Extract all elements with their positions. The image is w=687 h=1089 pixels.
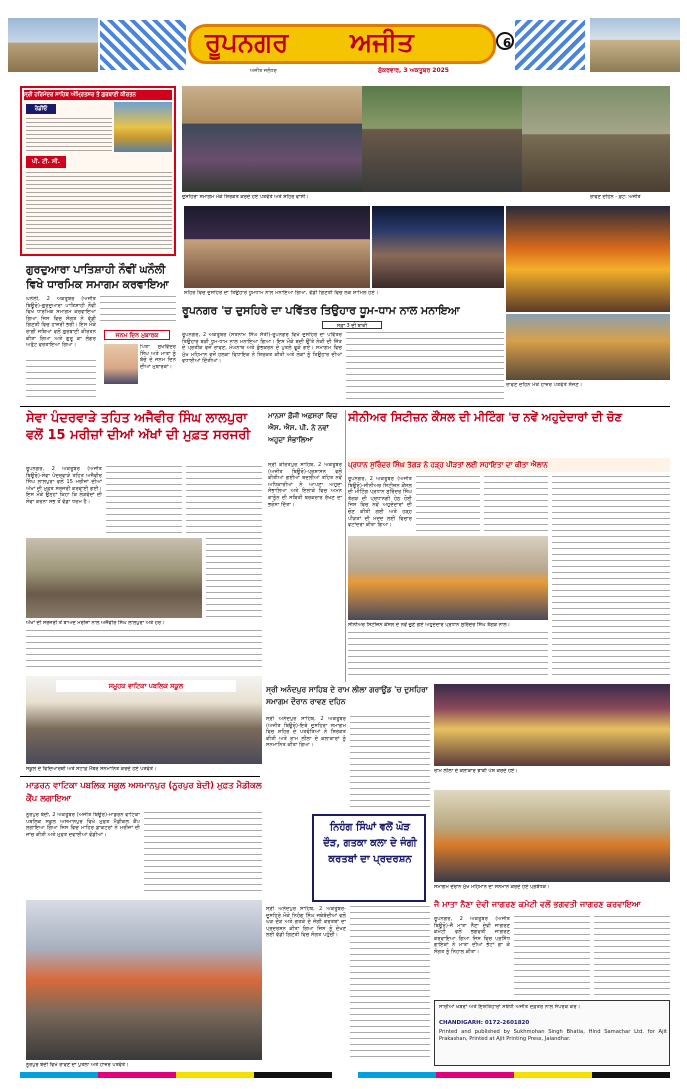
photo-dussehra-procession: [362, 86, 522, 192]
footer-lang-line: ਸਾਰੀਆਂ ਖ਼ਬਰਾਂ ਅਤੇ ਇਸ਼ਤਿਹਾਰਾਂ ਸਬੰਧੀ ਅਜੀਤ ਦਫ਼ਤਰ ਨਾਲ ਸੰਪਰਕ ਕਰੋ।: [439, 1004, 581, 1010]
ad-golden-temple-photo: [114, 102, 172, 152]
school-banner: ਸਮੂਹਕ ਵਾਟਿਕਾ ਪਬਲਿਕ ਸਕੂਲ: [56, 680, 236, 692]
birthday-text: ਪਿਤਾ ਸੁਖਵਿੰਦਰ ਸਿੰਘ ਅਤੇ ਮਾਤਾ ਨੂੰ ਬੱਚੇ ਦੇ ਜਨਮ ਦਿਨ ਦੀਆਂ ਮੁਬਾਰਕਾਂ।: [140, 344, 176, 370]
photo-modern-effigy: [26, 900, 262, 1060]
birthday-child-photo: [104, 344, 138, 384]
modern-text-2: [144, 812, 262, 894]
modern-text-1: ਨੂਰਪੁਰ ਬੇਦੀ, 2 ਅਕਤੂਬਰ (ਅਜੀਤ ਬਿਊਰੋ)-ਮਾਡਰਨ ਵਾਟਿਕਾ ਪਬਲਿਕ ਸਕੂਲ ਅਸਮਾਨਪੁਰ ਵਿਖੇ ਮੁਫ਼ਤ ਮੈਡੀਕਲ ਕੈਂਪ ਲਗਾਇਆ ਗਿਆ ਜਿਸ ਵਿਚ ਮਾਹਿਰ ਡਾਕਟਰਾਂ ਨੇ ਮਰੀਜ਼ਾਂ ਦੀ ਜਾਂਚ ਕੀਤੀ ਅਤੇ ਮੁਫ਼ਤ ਦਵਾਈਆਂ ਵੰਡੀਆਂ।: [26, 812, 140, 838]
middle-column-box: [266, 410, 346, 682]
gurdwara-text-3: [26, 360, 96, 402]
divider-2: [20, 776, 260, 777]
caption-senior: ਸੀਨੀਅਰ ਸਿਟੀਜ਼ਨ ਕੌਂਸਲ ਦੇ ਨਵੇਂ ਚੁਣੇ ਗਏ ਅਹੁਦੇਦਾਰ ਪ੍ਰਧਾਨ ਸੁਰਿੰਦਰ ਸਿੰਘ ਤੱਗੜ ਨਾਲ।: [348, 622, 511, 628]
senior-text-1: ਰੂਪਨਗਰ, 2 ਅਕਤੂਬਰ (ਅਜੀਤ ਬਿਊਰੋ)-ਸੀਨੀਅਰ ਸਿਟੀਜ਼ਨ ਕੌਂਸਲ ਦੀ ਮੀਟਿੰਗ ਪ੍ਰਧਾਨ ਸੁਰਿੰਦਰ ਸਿੰਘ ਤੱਗੜ ਦੀ ਪ੍ਰਧਾਨਗੀ ਹੇਠ ਹੋਈ ਜਿਸ ਵਿਚ ਨਵੇਂ ਅਹੁਦੇਦਾਰਾਂ ਦੀ ਚੋਣ ਕੀਤੀ ਗਈ ਅਤੇ ਹੜ੍ਹ ਪੀੜਤਾਂ ਦੀ ਮਦਦ ਲਈ ਵਿਚਾਰ ਵਟਾਂਦਰਾ ਕੀਤਾ ਗਿਆ।: [348, 476, 412, 529]
footer-printer-line: Printed and published by Sukhmohan Singh Bhatia, Hind Samachar Ltd. for Ajit Prakashan, Printed at Ajit Printing Press, Jalandhar.: [439, 1029, 667, 1042]
masthead: [0, 10, 687, 78]
jagran-text-3: [594, 916, 670, 996]
headline-sewa: ਸੇਵਾ ਪੰਦਰਵਾੜੇ ਤਹਿਤ ਅਜੈਵੀਰ ਸਿੰਘ ਲਾਲਪੁਰਾ ਵਲੋਂ 15 ਮਰੀਜ਼ਾਂ ਦੀਆਂ ਅੱਖਾਂ ਦੀ ਮੁਫ਼ਤ ਸਰਜਰੀ: [26, 411, 251, 443]
photo-senior-council: [348, 536, 548, 620]
ad-body-2: [26, 172, 172, 252]
senior-subhead: ਪ੍ਰਧਾਨ ਸੁਰਿੰਦਰ ਸਿੰਘ ਤੱਗੜ ਨੇ ਹੜ੍ਹ ਪੀੜਤਾਂ ਲਈ ਸਹਾਇਤਾ ਦਾ ਕੀਤਾ ਐਲਾਨ: [348, 458, 670, 472]
sewa-text-5: [26, 630, 262, 672]
nihang-text-2: [350, 906, 430, 1062]
headline-modern: ਮਾਡਰਨ ਵਾਟਿਕਾ ਪਬਲਿਕ ਸਕੂਲ ਅਸਮਾਨਪੁਰ (ਨੂਰਪੁਰ ਬੇਦੀ) ਮੁਫ਼ਤ ਮੈਡੀਕਲ ਕੈਂਪ ਲਗਾਇਆ: [26, 781, 262, 804]
ad-title: ਸ੍ਰੀ ਹਰਿਮੰਦਰ ਸਾਹਿਬ ਅੰਮ੍ਰਿਤਸਰ ਤੋਂ ਗੁਰਬਾਣੀ ਕੀਰਤਨ: [24, 90, 172, 100]
dussehra-text-1: ਰੂਪਨਗਰ, 2 ਅਕਤੂਬਰ (ਸਤਨਾਮ ਸਿੰਘ ਸੱਤੀ)-ਰੂਪਨਗਰ ਵਿਖੇ ਦੁਸਹਿਰੇ ਦਾ ਪਵਿੱਤਰ ਤਿਉਹਾਰ ਬੜੀ ਧੂਮ-ਧਾਮ ਨਾਲ ਮਨਾਇਆ ਗਿਆ। ਇਸ ਮੌਕੇ ਬਦੀ ਉੱਤੇ ਨੇਕੀ ਦੀ ਜਿੱਤ ਦੇ ਪ੍ਰਤੀਕ ਵਜੋਂ ਰਾਵਣ, ਮੇਘਨਾਥ ਅਤੇ ਕੁੰਭਕਰਨ ਦੇ ਪੁਤਲੇ ਫੂਕੇ ਗਏ। ਸਮਾਗਮ ਵਿਚ ਮੁੱਖ ਮਹਿਮਾਨ ਵਜੋਂ ਹਲਕਾ ਵਿਧਾਇਕ ਨੇ ਸ਼ਿਰਕਤ ਕੀਤੀ ਅਤੇ ਲੋਕਾਂ ਨੂੰ ਤਿਉਹਾਰ ਦੀਆਂ ਵਧਾਈਆਂ ਦਿੱਤੀਆਂ।: [182, 332, 342, 365]
headline-middle: ਮਾਨਸਾ ਫ਼ੌਜੀ ਅਫ਼ਸਰਾਂ ਵਿਚ ਐਸ. ਐਸ. ਪੀ. ਨੇ ਨਵਾਂ ਅਹੁਦਾ ਸੰਭਾਲਿਆ: [268, 412, 338, 444]
photo-ramlila-tableau: [434, 684, 670, 766]
caption-modern: ਨੂਰਪੁਰ ਬੇਦੀ ਵਿਖੇ ਰਾਵਣ ਦਾ ਪੁਤਲਾ ਅਤੇ ਹਾਜ਼ਰ ਪਤਵੰਤੇ।: [26, 1062, 129, 1068]
photo-honour-ceremony: [434, 790, 670, 882]
gurdwara-text-1: ਘਨੌਲੀ, 2 ਅਕਤੂਬਰ (ਅਜੀਤ ਬਿਊਰੋ)-ਗੁਰਦੁਆਰਾ ਪਾਤਿਸ਼ਾਹੀ ਨੌਵੀਂ ਵਿਖੇ ਧਾਰਮਿਕ ਸਮਾਗਮ ਕਰਵਾਇਆ ਗਿਆ ਜਿਸ ਵਿਚ ਸੰਗਤ ਨੇ ਵੱਡੀ ਗਿਣਤੀ ਵਿਚ ਹਾਜ਼ਰੀ ਭਰੀ। ਇਸ ਮੌਕੇ ਰਾਗੀ ਜਥਿਆਂ ਵਲੋਂ ਗੁਰਬਾਣੀ ਕੀਰਤਨ ਕੀਤਾ ਗਿਆ ਅਤੇ ਗੁਰੂ ਕਾ ਲੰਗਰ ਅਤੁੱਟ ਵਰਤਾਇਆ ਗਿਆ।: [26, 296, 96, 349]
caption-dignitaries-right: ਰਾਵਣ ਦਹਿਨ ਮੌਕੇ ਹਾਜ਼ਰ ਪਤਵੰਤੇ ਸੱਜਣ।: [506, 382, 583, 388]
caption-school: ਸਕੂਲ ਦੇ ਵਿਦਿਆਰਥੀ ਅਤੇ ਸਟਾਫ਼ ਮੈਂਬਰ ਸਨਮਾਨਿਤ ਕਰਦੇ ਹੋਏ ਪਤਵੰਤੇ।: [26, 766, 157, 772]
masthead-left-photo: [8, 18, 98, 72]
photo-school-event: [26, 676, 262, 764]
color-registration-bar: [20, 1072, 670, 1078]
photo-dignitaries-right: [506, 314, 670, 380]
middle-text: ਸ੍ਰੀ ਕੀਰਤਪੁਰ ਸਾਹਿਬ, 2 ਅਕਤੂਬਰ (ਅਜੀਤ ਬਿਊਰੋ)-ਪ੍ਰਸ਼ਾਸਨ ਵਲੋਂ ਕੀਤੀਆਂ ਗਈਆਂ ਬਦਲੀਆਂ ਤਹਿਤ ਨਵੇਂ ਅਧਿਕਾਰੀਆਂ ਨੇ ਆਪਣਾ ਅਹੁਦਾ ਸੰਭਾਲਿਆ ਅਤੇ ਇਲਾਕੇ ਵਿਚ ਅਮਨ ਕਾਨੂੰਨ ਦੀ ਸਥਿਤੀ ਬਰਕਰਾਰ ਰੱਖਣ ਦਾ ਭਰੋਸਾ ਦਿੱਤਾ।: [268, 462, 342, 508]
footer-box: [434, 1000, 670, 1066]
senior-text-5: [348, 632, 548, 676]
gurdwara-text-2: [100, 296, 176, 324]
headline-anandpur: ਸ੍ਰੀ ਅਨੰਦਪੁਰ ਸਾਹਿਬ ਦੇ ਰਾਮ ਲੀਲਾ ਗਰਾਊਂਡ 'ਚ ਦੁਸਹਿਰਾ ਸਮਾਗਮ ਦੌਰਾਨ ਰਾਵਣ ਦਹਿਨ: [266, 685, 428, 706]
caption-top-left: ਦੁਸਹਿਰਾ ਸਮਾਗਮ ਮੌਕੇ ਸ਼ਿਰਕਤ ਕਰਦੇ ਹੋਏ ਪਤਵੰਤੇ ਅਤੇ ਸ਼ਹਿਰ ਵਾਸੀ।: [182, 194, 309, 200]
dussehra-tag: ਸਫ਼ਾ 3 ਦੀ ਬਾਕੀ: [322, 321, 382, 329]
masthead-right-photo: [590, 18, 680, 72]
senior-text-4: [552, 476, 670, 676]
ad-body-1: [26, 118, 112, 152]
sewa-text-4: [206, 538, 262, 618]
masthead-subline: ਅਜੀਤ ਜਲੰਧਰ: [250, 68, 277, 74]
photo-dignitaries-stage: [184, 206, 370, 288]
ad-badge-ptc: ਪੀ. ਟੀ. ਸੀ.: [26, 156, 66, 168]
headline-dussehra: ਰੂਪਨਗਰ 'ਚ ਦੁਸਹਿਰੇ ਦਾ ਪਵਿੱਤਰ ਤਿਉਹਾਰ ਧੂਮ-ਧਾਮ ਨਾਲ ਮਨਾਇਆ: [182, 304, 460, 317]
photo-night-crowd: [372, 206, 504, 288]
masthead-pattern-left: [100, 20, 186, 70]
caption-mid: ਸ਼ਹਿਰ ਵਿਚ ਦੁਸਹਿਰੇ ਦਾ ਤਿਉਹਾਰ ਧੂਮਧਾਮ ਨਾਲ ਮਨਾਇਆ ਗਿਆ, ਵੱਡੀ ਗਿਣਤੀ ਵਿਚ ਲੋਕ ਸ਼ਾਮਿਲ ਹੋਏ।: [184, 290, 379, 296]
masthead-pattern-right: [515, 20, 585, 70]
senior-text-3: [484, 476, 548, 534]
nihang-headline: ਨਿਹੰਗ ਸਿੰਘਾਂ ਵਲੋਂ ਘੋੜ ਦੌੜ, ਗਤਕਾ ਕਲਾ ਦੇ ਜੰਗੀ ਕਰਤਬਾਂ ਦਾ ਪ੍ਰਦਰਸ਼ਨ: [323, 822, 417, 865]
senior-text-2: [416, 476, 480, 534]
nihang-text-1: ਸ੍ਰੀ ਅਨੰਦਪੁਰ ਸਾਹਿਬ, 2 ਅਕਤੂਬਰ-ਦੁਸਹਿਰੇ ਮੌਕੇ ਨਿਹੰਗ ਸਿੰਘ ਜਥੇਬੰਦੀਆਂ ਵਲੋਂ ਘੋੜ ਦੌੜ ਅਤੇ ਗਤਕੇ ਦੇ ਜੰਗੀ ਕਰਤਬਾਂ ਦਾ ਪ੍ਰਦਰਸ਼ਨ ਕੀਤਾ ਗਿਆ ਜਿਸ ਨੂੰ ਦੇਖਣ ਲਈ ਵੱਡੀ ਗਿਣਤੀ ਵਿਚ ਸੰਗਤ ਪਹੁੰਚੀ।: [266, 906, 346, 939]
caption-anandpur: ਰਾਮ ਲੀਲਾ ਦੇ ਕਲਾਕਾਰ ਝਾਕੀ ਪੇਸ਼ ਕਰਦੇ ਹੋਏ।: [434, 768, 518, 774]
ad-box: [20, 86, 176, 256]
masthead-date: ਸ਼ੁੱਕਰਵਾਰ, 3 ਅਕਤੂਬਰ 2025: [378, 67, 449, 74]
headline-jagran: ਜੈ ਮਾਤਾ ਨੈਣਾ ਦੇਵੀ ਜਾਗਰਣ ਕਮੇਟੀ ਵਲੋਂ ਭਗਵਤੀ ਜਾਗਰਣ ਕਰਵਾਇਆ: [434, 899, 641, 909]
photo-burning-effigies: [506, 206, 670, 312]
dussehra-text-2: [346, 332, 504, 404]
birthday-label: ਜਨਮ ਦਿਨ ਮੁਬਾਰਕ: [104, 330, 170, 340]
anandpur-text-2: [350, 716, 430, 812]
caption-top-right: ਰਾਵਣ ਦਹਿਨ - ਫ਼ੋਟੋ: ਅਜੀਤ: [590, 194, 641, 200]
sewa-text-1: ਰੂਪਨਗਰ, 2 ਅਕਤੂਬਰ (ਅਜੀਤ ਬਿਊਰੋ)-ਸੇਵਾ ਪੰਦਰਵਾੜੇ ਤਹਿਤ ਅਜੈਵੀਰ ਸਿੰਘ ਲਾਲਪੁਰਾ ਵਲੋਂ 15 ਮਰੀਜ਼ਾਂ ਦੀਆਂ ਅੱਖਾਂ ਦੀ ਮੁਫ਼ਤ ਸਰਜਰੀ ਕਰਵਾਈ ਗਈ। ਇਸ ਮੌਕੇ ਉਨ੍ਹਾਂ ਕਿਹਾ ਕਿ ਲੋੜਵੰਦਾਂ ਦੀ ਸੇਵਾ ਕਰਨਾ ਸਭ ਤੋਂ ਵੱਡਾ ਧਰਮ ਹੈ।: [26, 466, 102, 505]
masthead-title-left: ਰੂਪਨਗਰ: [205, 28, 289, 58]
photo-fire-ritual: [522, 86, 670, 192]
jagran-text-1: ਰੂਪਨਗਰ, 2 ਅਕਤੂਬਰ (ਅਜੀਤ ਬਿਊਰੋ)-ਜੈ ਮਾਤਾ ਨੈਣਾ ਦੇਵੀ ਜਾਗਰਣ ਕਮੇਟੀ ਵਲੋਂ ਭਗਵਤੀ ਜਾਗਰਣ ਕਰਵਾਇਆ ਗਿਆ ਜਿਸ ਵਿਚ ਪ੍ਰਸਿੱਧ ਗਾਇਕਾਂ ਨੇ ਮਾਤਾ ਦੀਆਂ ਭੇਟਾਂ ਗਾ ਕੇ ਸੰਗਤ ਨੂੰ ਨਿਹਾਲ ਕੀਤਾ।: [434, 916, 510, 955]
caption-sewa: ਅੱਖਾਂ ਦੀ ਸਰਜਰੀ ਤੋਂ ਬਾਅਦ ਮਰੀਜ਼ਾਂ ਨਾਲ ਅਜੈਵੀਰ ਸਿੰਘ ਲਾਲਪੁਰਾ ਅਤੇ ਹੋਰ।: [26, 620, 165, 626]
nihang-box: [312, 814, 426, 902]
anandpur-text-1: ਸ੍ਰੀ ਅਨੰਦਪੁਰ ਸਾਹਿਬ, 2 ਅਕਤੂਬਰ (ਅਜੀਤ ਬਿਊਰੋ)-ਇਥੇ ਦੁਸਹਿਰਾ ਸਮਾਗਮ ਵਿਚ ਸ਼ਹਿਰ ਦੇ ਪਤਵੰਤਿਆਂ ਨੇ ਸ਼ਿਰਕਤ ਕੀਤੀ ਅਤੇ ਰਾਮ ਲੀਲਾ ਦੇ ਕਲਾਕਾਰਾਂ ਨੂੰ ਸਨਮਾਨਿਤ ਕੀਤਾ ਗਿਆ।: [266, 716, 346, 749]
photo-eye-surgery-group: [26, 538, 202, 618]
jagran-text-2: [514, 916, 590, 996]
page-number: 6: [502, 36, 512, 50]
headline-senior: ਸੀਨੀਅਰ ਸਿਟੀਜ਼ਨ ਕੌਂਸਲ ਦੀ ਮੀਟਿੰਗ 'ਚ ਨਵੇਂ ਅਹੁਦੇਦਾਰਾਂ ਦੀ ਚੋਣ: [348, 410, 622, 424]
headline-gurdwara: ਗੁਰਦੁਆਰਾ ਪਾਤਿਸ਼ਾਹੀ ਨੌਵੀਂ ਘਨੌਲੀ ਵਿਖੇ ਧਾਰਮਿਕ ਸਮਾਗਮ ਕਰਵਾਇਆ: [26, 263, 169, 291]
photo-dussehra-crowd-stage: [182, 86, 362, 192]
masthead-title-right: ਅਜੀਤ: [350, 28, 414, 58]
sewa-text-3: [186, 466, 262, 538]
ad-badge-radio: ਰੇਡੀਓ: [26, 104, 56, 114]
footer-phone: CHANDIGARH: 0172-2601820: [439, 1020, 530, 1026]
sewa-text-2: [106, 466, 182, 538]
caption-anandpur-2: ਸਮਾਗਮ ਦੌਰਾਨ ਮੁੱਖ ਮਹਿਮਾਨ ਦਾ ਸਨਮਾਨ ਕਰਦੇ ਹੋਏ ਪ੍ਰਬੰਧਕ।: [434, 884, 550, 890]
divider-1: [20, 406, 670, 407]
